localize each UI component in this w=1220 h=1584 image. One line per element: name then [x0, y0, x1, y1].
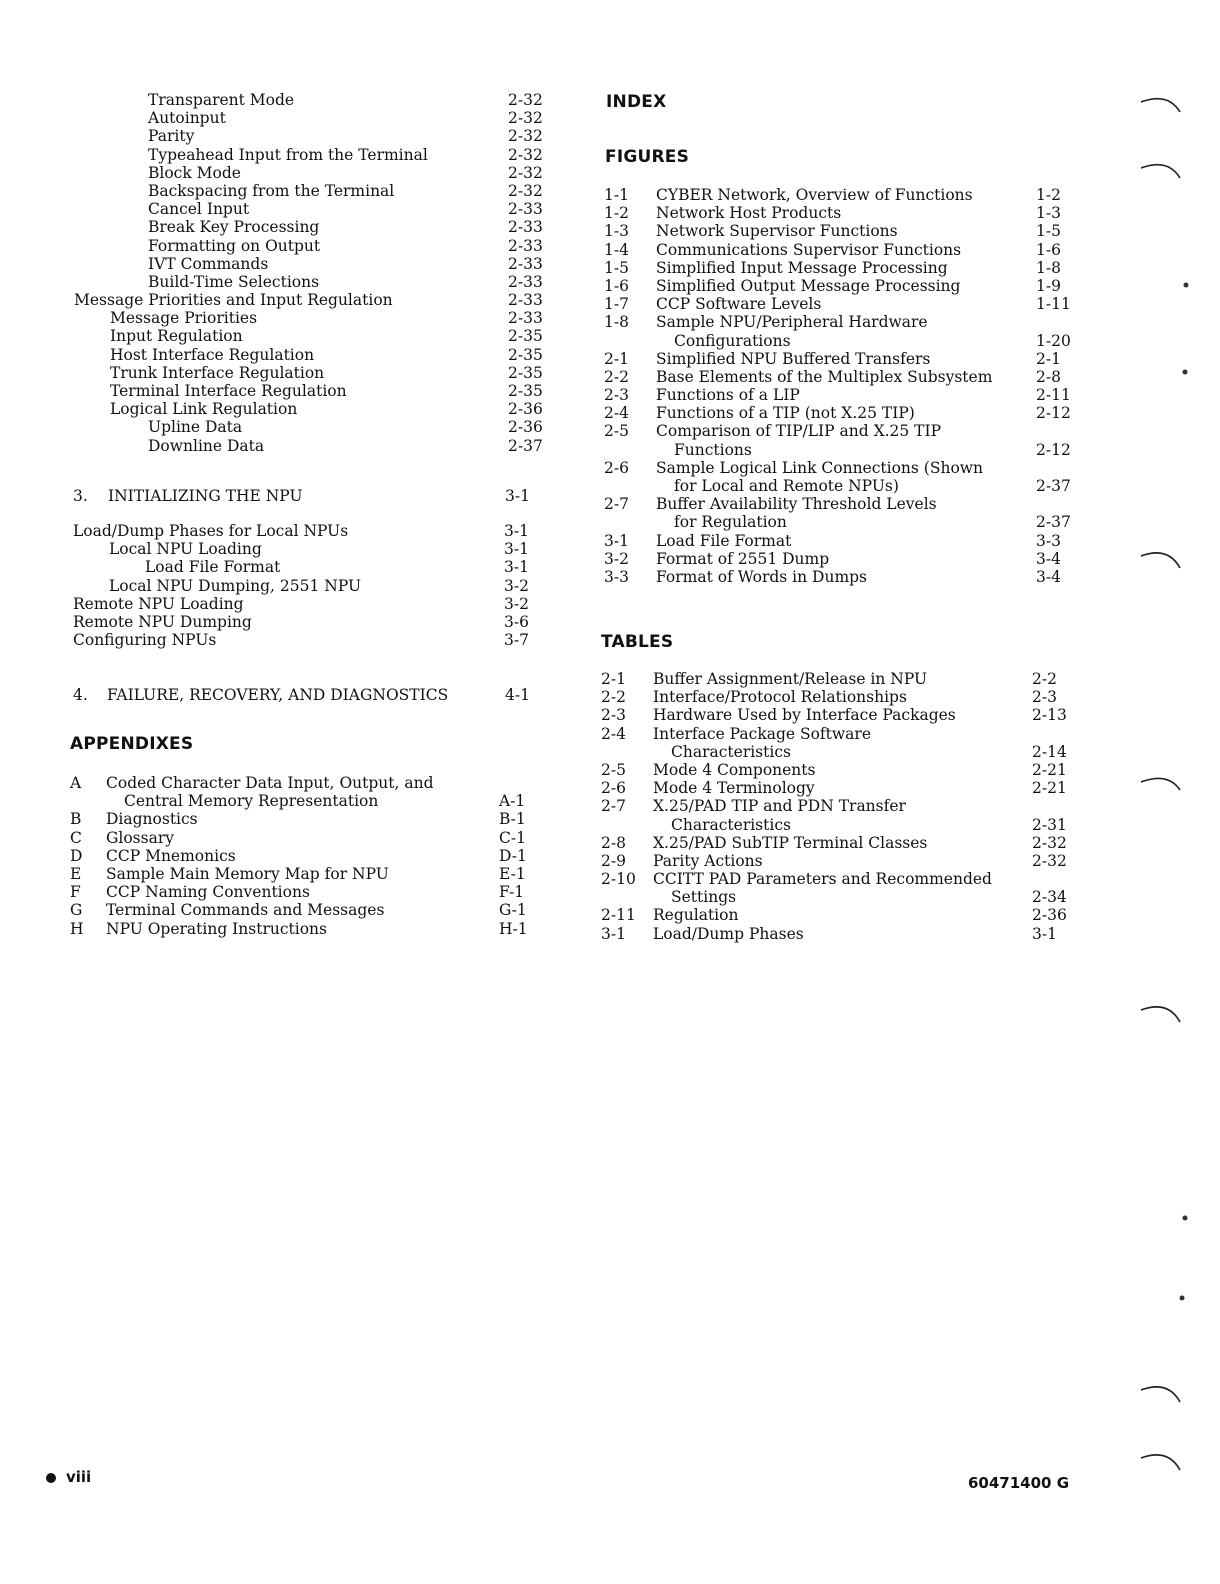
entry-title: Mode 4 Terminology [653, 779, 815, 798]
entry-title: Functions [674, 440, 752, 459]
entry-page: 2-32 [508, 145, 543, 164]
entry-page: 2-21 [1032, 760, 1067, 779]
entry-page: B-1 [499, 810, 526, 829]
entry-title: Simplified Output Message Processing [656, 276, 961, 295]
entry-title: Local NPU Loading [109, 540, 262, 559]
table-entry [599, 688, 1079, 706]
entry-page: 2-32 [1032, 851, 1067, 870]
figure-entry [602, 532, 1082, 550]
entry-number: 1-8 [604, 313, 629, 332]
toc-entry [70, 437, 550, 455]
entry-page: 2-34 [1032, 888, 1067, 907]
toc-entry [70, 382, 550, 400]
toc-entry [70, 127, 550, 145]
entry-title: Sample Main Memory Map for NPU [106, 864, 389, 883]
table-entry [599, 670, 1079, 688]
toc-entry [70, 418, 550, 436]
entry-number: 2-1 [601, 670, 626, 688]
entry-title: Parity Actions [653, 851, 763, 870]
chapter-3-list [70, 522, 550, 649]
entry-page: 2-35 [508, 363, 543, 382]
entry-page: 3-4 [1036, 567, 1061, 586]
entry-page: 1-5 [1036, 222, 1061, 241]
toc-entry [70, 200, 550, 218]
entry-page: 2-36 [508, 400, 543, 419]
chapter-page: 3-1 [505, 487, 530, 505]
entry-title: CCITT PAD Parameters and Recommended [653, 870, 992, 889]
entry-page: 2-32 [508, 91, 543, 109]
entry-number: 1-6 [604, 276, 629, 295]
table-entry [599, 706, 1079, 724]
entry-page: 2-33 [508, 218, 543, 237]
chapter-number: 3. [73, 487, 88, 505]
entry-title: Load/Dump Phases for Local NPUs [73, 522, 349, 540]
appendix-entry [70, 792, 550, 810]
entry-number: 3-2 [604, 549, 629, 568]
toc-entry [70, 109, 550, 127]
entry-page: 1-8 [1036, 258, 1061, 277]
entry-title: Configuring NPUs [73, 631, 217, 650]
entry-title: Settings [671, 888, 737, 907]
entry-title: Upline Data [148, 418, 243, 437]
entry-title: for Local and Remote NPUs) [674, 477, 899, 495]
entry-number: 2-7 [601, 797, 626, 816]
figure-entry [602, 550, 1082, 568]
entry-number: 3-1 [601, 924, 626, 943]
entry-title: Simplified Input Message Processing [656, 258, 948, 277]
entry-page: 2-32 [1032, 833, 1067, 852]
table-entry [599, 925, 1079, 943]
figure-entry [602, 386, 1082, 404]
entry-title: Cancel Input [148, 200, 250, 219]
table-entry [599, 906, 1079, 924]
entry-number: 2-5 [601, 760, 626, 779]
figure-entry [602, 313, 1082, 331]
entry-page: 3-1 [504, 522, 529, 540]
entry-title: Autoinput [148, 109, 226, 128]
figure-entry [602, 459, 1082, 477]
entry-title: Buffer Assignment/Release in NPU [653, 670, 928, 688]
chapter-number: 4. [73, 686, 88, 704]
entry-title: CCP Mnemonics [106, 846, 236, 865]
entry-page: 2-33 [508, 254, 543, 273]
entry-page: 2-35 [508, 345, 543, 364]
figure-entry [602, 277, 1082, 295]
entry-title: Base Elements of the Multiplex Subsystem [656, 367, 993, 386]
toc-entry [70, 237, 550, 255]
entry-title: Central Memory Representation [124, 792, 379, 811]
entry-title: Logical Link Regulation [110, 400, 298, 419]
appendixes-heading: APPENDIXES [70, 734, 194, 754]
entry-title: CCP Software Levels [656, 295, 822, 314]
entry-title: NPU Operating Instructions [106, 919, 327, 938]
entry-page: 2-32 [508, 127, 543, 146]
entry-page: 1-2 [1036, 186, 1061, 204]
entry-title: Format of Words in Dumps [656, 567, 868, 586]
entry-title: Comparison of TIP/LIP and X.25 TIP [656, 422, 942, 441]
toc-entry [70, 400, 550, 418]
figure-entry [602, 204, 1082, 222]
entry-title: Input Regulation [110, 327, 243, 346]
entry-page: 2-12 [1036, 440, 1071, 459]
entry-number: 2-3 [604, 386, 629, 405]
appendix-entry [70, 829, 550, 847]
figures-list [602, 186, 1082, 586]
entry-number: 2-6 [604, 458, 629, 477]
toc-entry [70, 218, 550, 236]
entry-number: A [70, 774, 82, 792]
entry-page: 1-11 [1036, 295, 1071, 314]
appendixes-list [70, 774, 550, 938]
entry-number: 2-4 [601, 724, 626, 743]
entry-number: 2-3 [601, 706, 626, 725]
entry-number: 3-3 [604, 567, 629, 586]
table-entry [599, 870, 1079, 888]
entry-page: 2-37 [508, 436, 543, 455]
entry-page: 2-14 [1032, 742, 1067, 761]
entry-title: Backspacing from the Terminal [148, 181, 395, 200]
figure-entry [602, 477, 1082, 495]
entry-title: for Regulation [674, 513, 787, 532]
entry-page: H-1 [499, 919, 528, 938]
figures-heading: FIGURES [605, 147, 690, 167]
toc-entry [70, 291, 550, 309]
entry-number: 3-1 [604, 531, 629, 550]
entry-title: Parity [148, 127, 195, 146]
entry-page: 2-2 [1032, 670, 1057, 688]
table-entry [599, 743, 1079, 761]
table-entry [599, 761, 1079, 779]
entry-number: 2-5 [604, 422, 629, 441]
entry-number: 1-2 [604, 204, 629, 223]
table-entry [599, 725, 1079, 743]
entry-page: A-1 [499, 792, 526, 811]
entry-page: F-1 [499, 883, 525, 902]
entry-title: Host Interface Regulation [110, 345, 315, 364]
entry-title: Block Mode [148, 163, 241, 182]
entry-page: 2-37 [1036, 513, 1071, 532]
appendix-entry [70, 865, 550, 883]
figure-entry [602, 368, 1082, 386]
toc-entry [70, 91, 550, 109]
entry-page: 1-3 [1036, 204, 1061, 223]
entry-title: Functions of a TIP (not X.25 TIP) [656, 404, 915, 423]
figure-entry [602, 186, 1082, 204]
entry-page: 2-35 [508, 327, 543, 346]
entry-page: 2-1 [1036, 349, 1061, 368]
bullet-icon [46, 1473, 56, 1483]
entry-page: 3-3 [1036, 531, 1061, 550]
entry-title: Load/Dump Phases [653, 924, 804, 943]
entry-page: 2-33 [508, 291, 543, 310]
entry-page: 2-33 [508, 200, 543, 219]
page-number-footer [46, 1468, 91, 1486]
entry-page: G-1 [499, 901, 527, 920]
toc-entry [70, 346, 550, 364]
entry-page: 2-37 [1036, 477, 1071, 495]
entry-page: 2-33 [508, 272, 543, 291]
toc-entry [70, 522, 550, 540]
entry-number: 2-2 [601, 688, 626, 707]
toc-entry [70, 631, 550, 649]
entry-number: 1-7 [604, 295, 629, 314]
entry-title: X.25/PAD SubTIP Terminal Classes [653, 833, 928, 852]
appendix-entry [70, 901, 550, 919]
figure-entry [602, 350, 1082, 368]
appendix-entry [70, 920, 550, 938]
toc-continued-list [70, 91, 550, 455]
entry-title: Message Priorities and Input Regulation [74, 291, 393, 310]
figure-entry [602, 495, 1082, 513]
entry-number: H [70, 919, 84, 938]
entry-number: F [70, 883, 81, 902]
entry-page: C-1 [499, 828, 526, 847]
entry-title: Characteristics [671, 742, 791, 761]
entry-page: 3-7 [504, 631, 529, 650]
entry-number: 2-7 [604, 495, 629, 514]
entry-number: B [70, 810, 82, 829]
entry-title: Remote NPU Dumping [73, 612, 252, 631]
entry-title: Transparent Mode [148, 91, 295, 109]
entry-number: C [70, 828, 82, 847]
entry-number: E [70, 864, 82, 883]
entry-page: 2-31 [1032, 815, 1067, 834]
entry-title: Terminal Commands and Messages [106, 901, 385, 920]
entry-page: 2-36 [508, 418, 543, 437]
figure-entry [602, 259, 1082, 277]
entry-page: 2-21 [1032, 779, 1067, 798]
entry-title: Remote NPU Loading [73, 594, 244, 613]
toc-entry [70, 558, 550, 576]
figure-entry [602, 422, 1082, 440]
toc-entry [70, 146, 550, 164]
entry-title: Message Priorities [110, 309, 258, 328]
tables-list [599, 670, 1079, 943]
appendix-entry [70, 774, 550, 792]
entry-title: Communications Supervisor Functions [656, 240, 962, 259]
toc-entry [70, 540, 550, 558]
table-entry [599, 779, 1079, 797]
toc-entry [70, 327, 550, 345]
entry-page: 1-6 [1036, 240, 1061, 259]
table-entry [599, 816, 1079, 834]
entry-number: 1-4 [604, 240, 629, 259]
entry-title: Glossary [106, 828, 174, 847]
entry-title: Network Supervisor Functions [656, 222, 898, 241]
entry-page: 2-13 [1032, 706, 1067, 725]
toc-entry [70, 613, 550, 631]
entry-number: 2-6 [601, 779, 626, 798]
figure-entry [602, 513, 1082, 531]
entry-title: Downline Data [148, 436, 265, 455]
entry-page: E-1 [499, 864, 526, 883]
figure-entry [602, 332, 1082, 350]
entry-number: G [70, 901, 83, 920]
entry-number: 2-8 [601, 833, 626, 852]
entry-title: Sample NPU/Peripheral Hardware [656, 313, 928, 332]
entry-title: Load File Format [656, 531, 792, 550]
document-number: 60471400 G [968, 1474, 1070, 1492]
toc-entry [70, 309, 550, 327]
chapter-page: 4-1 [505, 686, 530, 704]
entry-title: Mode 4 Components [653, 760, 816, 779]
appendix-entry [70, 810, 550, 828]
entry-title: Coded Character Data Input, Output, and [106, 774, 434, 792]
toc-entry [70, 273, 550, 291]
figure-entry [602, 241, 1082, 259]
entry-title: Configurations [674, 331, 791, 350]
entry-page: 3-6 [504, 612, 529, 631]
entry-page: 3-1 [1032, 924, 1057, 943]
entry-page: 2-36 [1032, 906, 1067, 925]
entry-number: 2-11 [601, 906, 636, 925]
entry-page: 2-11 [1036, 386, 1071, 405]
table-entry [599, 888, 1079, 906]
entry-page: 3-1 [504, 540, 529, 559]
appendix-entry [70, 883, 550, 901]
figure-entry [602, 295, 1082, 313]
entry-title: Functions of a LIP [656, 386, 800, 405]
entry-page: 3-2 [504, 594, 529, 613]
toc-entry [70, 255, 550, 273]
entry-title: Regulation [653, 906, 739, 925]
entry-title: X.25/PAD TIP and PDN Transfer [653, 797, 906, 816]
entry-title: Terminal Interface Regulation [110, 382, 347, 400]
entry-title: Hardware Used by Interface Packages [653, 706, 956, 725]
index-heading: INDEX [606, 92, 667, 112]
figure-entry [602, 222, 1082, 240]
toc-entry [70, 595, 550, 613]
appendix-entry [70, 847, 550, 865]
entry-number: 2-9 [601, 851, 626, 870]
entry-title: Typeahead Input from the Terminal [148, 145, 428, 164]
entry-page: 2-35 [508, 382, 543, 400]
entry-title: Interface Package Software [653, 724, 871, 743]
entry-title: Diagnostics [106, 810, 198, 829]
entry-title: Network Host Products [656, 204, 842, 223]
entry-number: D [70, 846, 83, 865]
entry-page: 1-9 [1036, 276, 1061, 295]
entry-title: Characteristics [671, 815, 791, 834]
entry-page: 3-2 [504, 576, 529, 595]
entry-title: Format of 2551 Dump [656, 549, 830, 568]
entry-title: CCP Naming Conventions [106, 883, 310, 902]
entry-title: Trunk Interface Regulation [110, 363, 325, 382]
entry-page: 2-32 [508, 181, 543, 200]
page-number: viii [66, 1468, 92, 1486]
toc-entry [70, 182, 550, 200]
entry-title: Sample Logical Link Connections (Shown [656, 458, 984, 477]
toc-entry [70, 577, 550, 595]
entry-title: IVT Commands [148, 254, 269, 273]
entry-title: Break Key Processing [148, 218, 320, 237]
entry-number: 2-1 [604, 349, 629, 368]
entry-title: Build-Time Selections [148, 272, 320, 291]
entry-title: Buffer Availability Threshold Levels [656, 495, 937, 514]
entry-number: 1-1 [604, 186, 629, 204]
entry-number: 1-5 [604, 258, 629, 277]
entry-title: Load File Format [145, 558, 281, 577]
entry-page: 2-12 [1036, 404, 1071, 423]
entry-number: 2-4 [604, 404, 629, 423]
figure-entry [602, 404, 1082, 422]
tables-heading: TABLES [601, 632, 674, 652]
entry-number: 2-2 [604, 367, 629, 386]
toc-entry [70, 164, 550, 182]
entry-page: 2-8 [1036, 367, 1061, 386]
entry-page: 1-20 [1036, 331, 1071, 350]
chapter-title: FAILURE, RECOVERY, AND DIAGNOSTICS [107, 686, 449, 704]
entry-page: 2-32 [508, 163, 543, 182]
entry-page: 3-4 [1036, 549, 1061, 568]
entry-page: 2-33 [508, 309, 543, 328]
table-entry [599, 852, 1079, 870]
entry-title: CYBER Network, Overview of Functions [656, 186, 973, 204]
entry-title: Local NPU Dumping, 2551 NPU [109, 576, 362, 595]
entry-title: Interface/Protocol Relationships [653, 688, 907, 707]
entry-page: 2-32 [508, 109, 543, 128]
toc-entry [70, 364, 550, 382]
figure-entry [602, 441, 1082, 459]
entry-page: 2-3 [1032, 688, 1057, 707]
table-entry [599, 797, 1079, 815]
table-entry [599, 834, 1079, 852]
entry-page: 2-33 [508, 236, 543, 255]
entry-number: 2-10 [601, 870, 636, 889]
figure-entry [602, 568, 1082, 586]
chapter-title: INITIALIZING THE NPU [108, 487, 303, 505]
entry-page: 3-1 [504, 558, 529, 577]
entry-title: Formatting on Output [148, 236, 321, 255]
entry-title: Simplified NPU Buffered Transfers [656, 349, 931, 368]
entry-number: 1-3 [604, 222, 629, 241]
entry-page: D-1 [499, 846, 527, 865]
